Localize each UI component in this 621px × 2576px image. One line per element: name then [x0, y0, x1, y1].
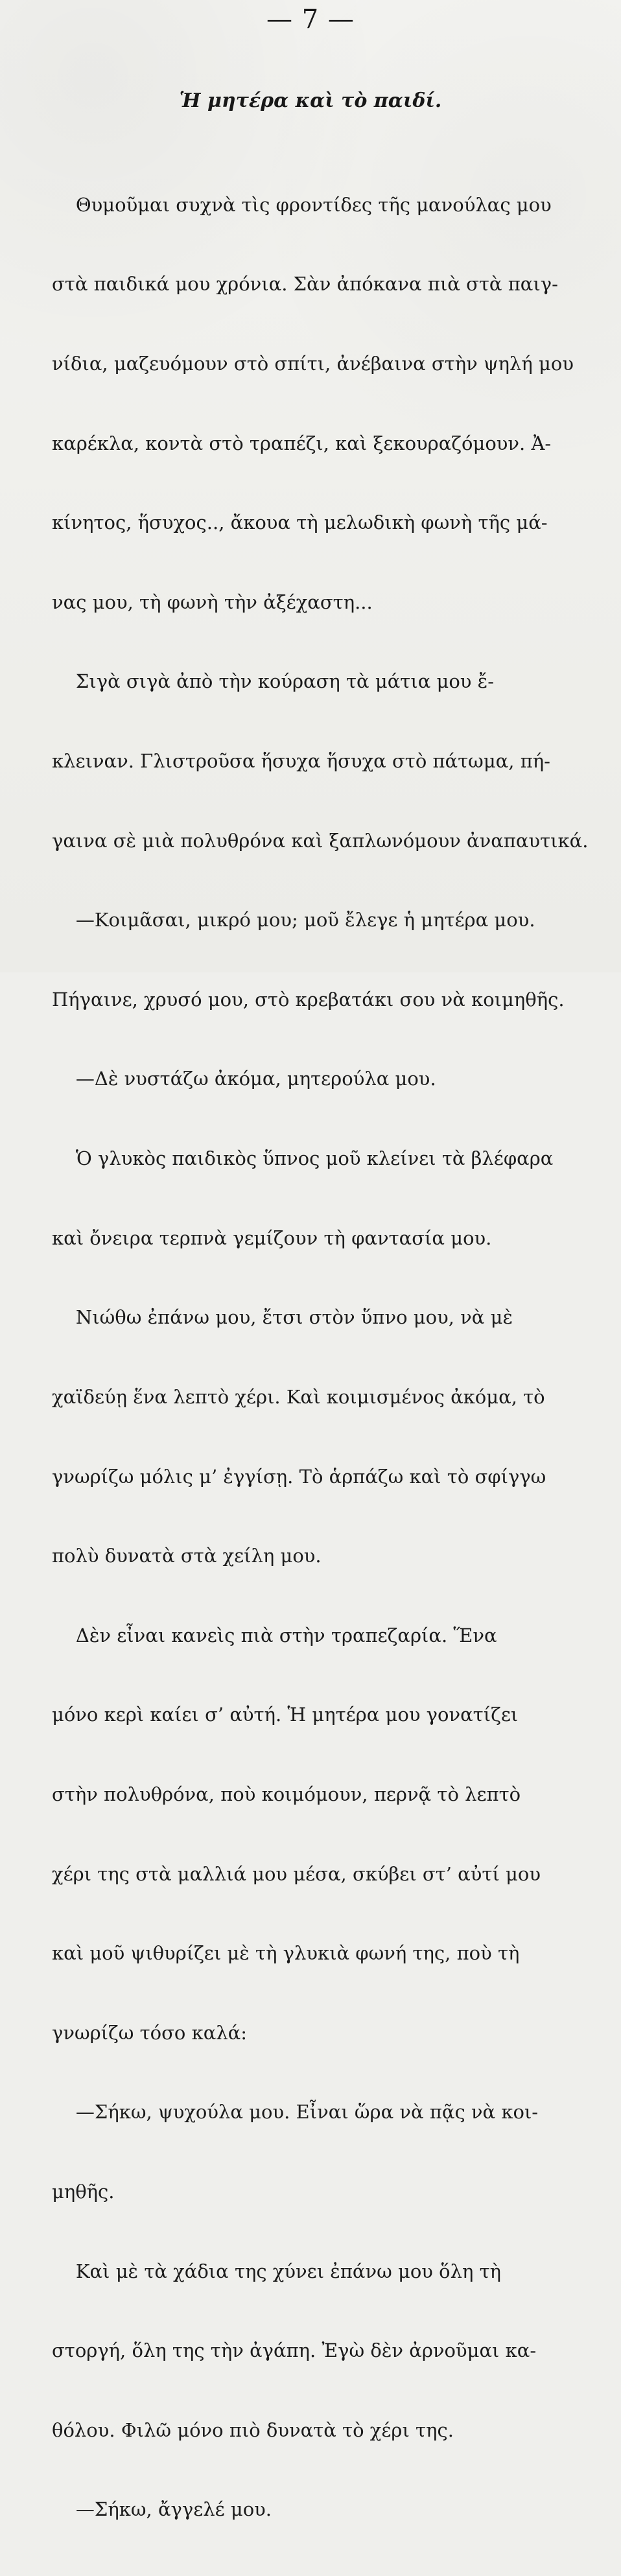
text-line: μηθῆς. — [52, 2180, 115, 2203]
text-line: καὶ ὄνειρα τερπνὰ γεμίζουν τὴ φαντασία μου. — [52, 1226, 492, 1249]
text-line: στὴν πολυθρόνα, ποὺ κοιμόμουν, περνᾷ τὸ λεπτὸ — [52, 1783, 521, 1805]
chapter-title: Ἡ μητέρα καὶ τὸ παιδί. — [179, 89, 442, 112]
text-line: κλειναν. Γλιστροῦσα ἥσυχα ἥσυχα στὸ πάτωμα, πή- — [52, 750, 550, 773]
text-line: θόλου. Φιλῶ μόνο πιὸ δυνατὰ τὸ χέρι της. — [52, 2418, 454, 2441]
text-line: στὰ παιδικά μου χρόνια. Σὰν ἀπόκανα πιὰ στὰ παιγ- — [52, 273, 558, 296]
text-line: κίνητος, ἥσυχος.., ἄκουα τὴ μελωδικὴ φωνὴ τῆς μά- — [52, 511, 548, 534]
text-line: —Δὲ νυστάζω ἀκόμα, μητερούλα μου. — [52, 1068, 436, 1090]
text-line: γνωρίζω τόσο καλά: — [52, 2021, 248, 2044]
text-line: Καὶ μὲ τὰ χάδια της χύνει ἐπάνω μου ὅλη τὴ — [52, 2260, 501, 2282]
text-line: χαϊδεύῃ ἕνα λεπτὸ χέρι. Καὶ κοιμισμένος ἀκόμα, τὸ — [52, 1385, 545, 1408]
text-line: Σιγὰ σιγὰ ἀπὸ τὴν κούραση τὰ μάτια μου ἔ- — [52, 670, 495, 693]
text-line: —Κοιμᾶσαι, μικρό μου; μοῦ ἔλεγε ἡ μητέρα μου. — [52, 909, 535, 931]
text-line: στοργή, ὅλη της τὴν ἀγάπη. Ἐγὼ δὲν ἀρνοῦμαι κα- — [52, 2339, 537, 2362]
text-line: καὶ μοῦ ψιθυρίζει μὲ τὴ γλυκιὰ φωνή της, ποὺ τὴ — [52, 1942, 520, 1965]
main-text — [52, 139, 589, 2521]
text-line: χέρι της στὰ μαλλιά μου μέσα, σκύβει στ’ αὐτί μου — [52, 1862, 541, 1885]
text-line: πολὺ δυνατὰ στὰ χείλη μου. — [52, 1545, 322, 1567]
text-line: Νιώθω ἐπάνω μου, ἔτσι στὸν ὕπνο μου, νὰ μὲ — [52, 1306, 513, 1329]
text-line: —Σήκω, ψυχούλα μου. Εἶναι ὥρα νὰ πᾷς νὰ κοι- — [52, 2101, 539, 2124]
text-line: μόνο κερὶ καίει σ’ αὐτή. Ἡ μητέρα μου γονατίζει — [52, 1704, 519, 1726]
page-number: — 7 — — [266, 5, 355, 34]
text-line: καρέκλα, κοντὰ στὸ τραπέζι, καὶ ξεκουραζόμουν. Ἀ- — [52, 432, 552, 454]
text-line: νας μου, τὴ φωνὴ τὴν ἀξέχαστη... — [52, 591, 373, 613]
text-line: Ὁ γλυκὸς παιδικὸς ὕπνος μοῦ κλείνει τὰ βλέφαρα — [52, 1147, 554, 1170]
text-line: νίδια, μαζευόμουν στὸ σπίτι, ἀνέβαινα στὴν ψηλή μου — [52, 352, 574, 375]
text-line: Θυμοῦμαι συχνὰ τὶς φροντίδες τῆς μανούλας μου — [52, 193, 552, 216]
text-line: Πήγαινε, χρυσό μου, στὸ κρεβατάκι σου νὰ κοιμηθῆς. — [52, 988, 565, 1011]
text-line: Δὲν εἶναι κανεὶς πιὰ στὴν τραπεζαρία. Ἕνα — [52, 1624, 497, 1646]
text-line: —Σήκω, ἄγγελέ μου. — [52, 2498, 272, 2521]
text-line: γνωρίζω μόλις μ’ ἐγγίσῃ. Τὸ ἁρπάζω καὶ τὸ σφίγγω — [52, 1465, 546, 1488]
text-line: γαινα σὲ μιὰ πολυθρόνα καὶ ξαπλωνόμουν ἀναπαυτικά. — [52, 829, 589, 852]
